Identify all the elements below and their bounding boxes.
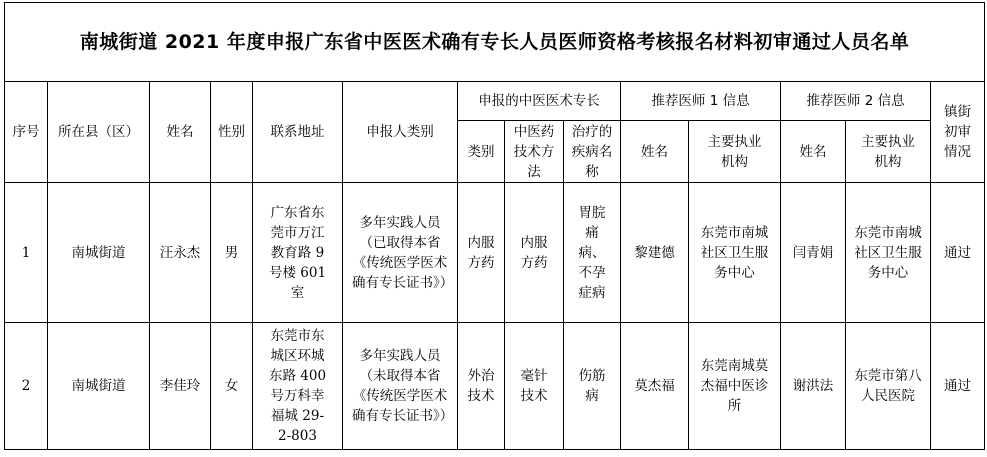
cell-applicant-type-text: 多年实践人员（已取得本省《传统医学医术确有专长证书》） bbox=[352, 214, 454, 291]
header-doctor2-org bbox=[846, 121, 931, 183]
cell-seq: 2 bbox=[5, 323, 48, 450]
cell-doctor2-org bbox=[846, 183, 931, 323]
header-specialty-method-label: 中医药技术方法 bbox=[513, 123, 555, 180]
header-doctor2-group: 推荐医师 2 信息 bbox=[781, 82, 931, 121]
cell-disease bbox=[564, 323, 621, 450]
cell-county: 南城街道 bbox=[48, 183, 150, 323]
table-row bbox=[5, 323, 985, 450]
cell-doctor1-org bbox=[689, 183, 781, 323]
cell-disease bbox=[564, 183, 621, 323]
cell-county: 南城街道 bbox=[48, 323, 150, 450]
cell-applicant-type-text: 多年实践人员（未取得本省《传统医学医术确有专长证书》） bbox=[352, 348, 454, 424]
cell-method bbox=[505, 183, 564, 323]
cell-review: 通过 bbox=[931, 323, 985, 450]
cell-doctor1-name: 莫杰福 bbox=[621, 323, 689, 450]
cell-applicant-type bbox=[343, 323, 458, 450]
cell-doctor2-org-text: 东莞市第八人民医院 bbox=[854, 368, 922, 404]
cell-doctor2-name: 谢洪法 bbox=[781, 323, 846, 450]
header-doctor1-group: 推荐医师 1 信息 bbox=[621, 82, 781, 121]
cell-method-text: 内服方药 bbox=[520, 234, 548, 271]
cell-category bbox=[458, 323, 505, 450]
header-specialty-disease-label: 治疗的疾病名称 bbox=[571, 123, 613, 180]
header-doctor2-org-label: 主要执业机构 bbox=[861, 133, 915, 170]
header-gender: 性别 bbox=[211, 82, 253, 183]
header-county: 所在县（区） bbox=[48, 82, 150, 183]
roster-sheet bbox=[4, 2, 984, 454]
cell-address-text: 东莞市东城区环城东路 400 号万科幸福城 29-2-803 bbox=[268, 328, 327, 444]
header-specialty-group: 申报的中医医术专长 bbox=[458, 82, 621, 121]
table-row bbox=[5, 183, 985, 323]
cell-doctor2-name: 闫青娟 bbox=[781, 183, 846, 323]
cell-doctor2-org bbox=[846, 323, 931, 450]
cell-gender: 女 bbox=[211, 323, 253, 450]
cell-method bbox=[505, 323, 564, 450]
cell-applicant-type bbox=[343, 183, 458, 323]
cell-disease-text: 伤筋病 bbox=[578, 368, 606, 404]
header-applicant-type: 申报人类别 bbox=[343, 82, 458, 183]
cell-doctor1-org-text: 东莞市南城社区卫生服务中心 bbox=[700, 224, 769, 281]
cell-gender: 男 bbox=[211, 183, 253, 323]
cell-category bbox=[458, 183, 505, 323]
cell-doctor1-name: 黎建德 bbox=[621, 183, 689, 323]
header-specialty-disease bbox=[564, 121, 621, 183]
cell-name: 李佳玲 bbox=[150, 323, 211, 450]
header-name: 姓名 bbox=[150, 82, 211, 183]
cell-doctor2-org-text: 东莞市南城社区卫生服务中心 bbox=[854, 224, 922, 281]
header-doctor2-name: 姓名 bbox=[781, 121, 846, 183]
roster-table bbox=[4, 2, 985, 450]
cell-seq: 1 bbox=[5, 183, 48, 323]
cell-doctor1-org bbox=[689, 323, 781, 450]
cell-review: 通过 bbox=[931, 183, 985, 323]
header-doctor1-name: 姓名 bbox=[621, 121, 689, 183]
cell-method-text: 毫针技术 bbox=[520, 368, 548, 404]
cell-disease-text: 胃脘痛病、不孕症病 bbox=[578, 204, 606, 301]
header-review-label: 镇街初审情况 bbox=[944, 104, 972, 160]
header-doctor1-org bbox=[689, 121, 781, 183]
header-specialty-method bbox=[505, 121, 564, 183]
cell-name: 汪永杰 bbox=[150, 183, 211, 323]
cell-address bbox=[253, 183, 343, 323]
document-title: 南城街道 2021 年度申报广东省中医医术确有专长人员医师资格考核报名材料初审通过人员名单 bbox=[5, 3, 985, 82]
header-doctor1-org-label: 主要执业机构 bbox=[707, 133, 762, 170]
header-review bbox=[931, 82, 985, 183]
cell-category-text: 外治技术 bbox=[467, 368, 495, 404]
cell-address-text: 广东省东莞市万江教育路 9 号楼 601 室 bbox=[268, 204, 327, 301]
header-address: 联系地址 bbox=[253, 82, 343, 183]
cell-category-text: 内服方药 bbox=[467, 234, 495, 271]
cell-address bbox=[253, 323, 343, 450]
cell-doctor1-org-text: 东莞南城莫杰福中医诊所 bbox=[700, 358, 769, 414]
header-seq: 序号 bbox=[5, 82, 48, 183]
header-specialty-category: 类别 bbox=[458, 121, 505, 183]
